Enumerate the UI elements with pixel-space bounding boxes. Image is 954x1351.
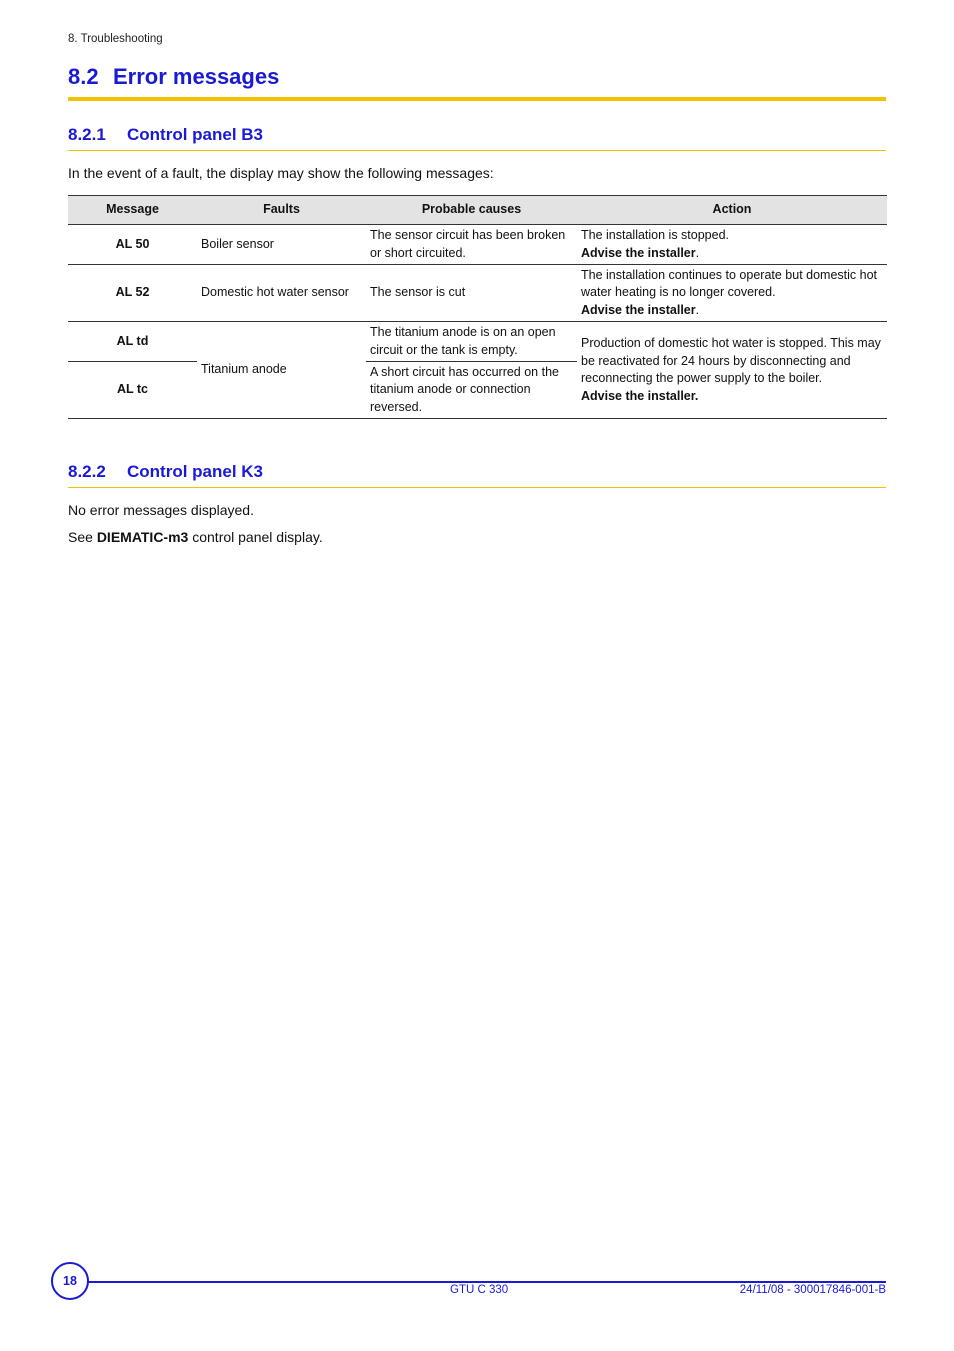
cell-message: AL 52 xyxy=(68,265,197,322)
k3-line-2-suffix: control panel display. xyxy=(188,529,323,545)
advise-text: Advise the installer xyxy=(581,302,696,317)
cell-fault: Domestic hot water sensor xyxy=(197,265,366,322)
action-text: The installation is stopped. xyxy=(581,228,730,242)
table-header-row xyxy=(68,196,887,225)
subsection-rule xyxy=(68,487,886,488)
subsection-heading-b3 xyxy=(68,125,263,145)
cell-cause: The titanium anode is on an open circuit or the tank is empty. xyxy=(366,322,577,362)
cell-message: AL tc xyxy=(68,362,197,419)
header-faults: Faults xyxy=(197,196,366,225)
subsection-number: 8.2.2 xyxy=(68,462,106,481)
footer-product: GTU C 330 xyxy=(450,1284,509,1296)
subsection-rule xyxy=(68,150,886,151)
subsection-title: Control panel B3 xyxy=(127,125,264,144)
cell-action xyxy=(577,322,887,419)
action-text: Production of domestic hot water is stopped. This may be reactivated for 24 hours by disconnecting and reconnecting the power supply to the boiler. xyxy=(581,336,881,385)
k3-line-2 xyxy=(68,529,323,545)
table-row xyxy=(68,225,887,265)
cell-action xyxy=(577,225,887,265)
subsection-heading-k3 xyxy=(68,462,263,482)
section-title: Error messages xyxy=(113,64,280,89)
chapter-title: Troubleshooting xyxy=(80,33,163,45)
table-row xyxy=(68,265,887,322)
breadcrumb xyxy=(68,33,163,45)
footer-rule xyxy=(88,1281,886,1283)
diematic-link-text: DIEMATIC-m3 xyxy=(96,529,189,545)
page-number: 18 xyxy=(51,1262,89,1300)
subsection-number: 8.2.1 xyxy=(68,125,106,144)
k3-line-2-prefix: See xyxy=(68,529,97,545)
advise-text: Advise the installer xyxy=(581,245,696,260)
cell-fault: Titanium anode xyxy=(197,322,366,419)
header-causes: Probable causes xyxy=(366,196,577,225)
cell-message: AL 50 xyxy=(68,225,197,265)
cell-cause: The sensor circuit has been broken or short circuited. xyxy=(366,225,577,265)
section-heading xyxy=(68,64,279,90)
k3-line-1: No error messages displayed. xyxy=(68,502,254,518)
section-number: 8.2 xyxy=(68,64,99,89)
action-text: The installation continues to operate but domestic hot water heating is no longer covered. xyxy=(581,267,878,300)
cell-fault: Boiler sensor xyxy=(197,225,366,265)
cell-cause: A short circuit has occurred on the titanium anode or connection reversed. xyxy=(366,362,577,419)
error-table xyxy=(68,195,887,419)
section-rule xyxy=(68,97,886,101)
advise-suffix: . xyxy=(695,245,700,260)
header-action: Action xyxy=(577,196,887,225)
chapter-number: 8. xyxy=(68,33,78,45)
subsection-title: Control panel K3 xyxy=(127,462,264,481)
advise-suffix: . xyxy=(695,302,700,317)
cell-cause: The sensor is cut xyxy=(366,265,577,322)
cell-message: AL td xyxy=(68,322,197,362)
intro-paragraph: In the event of a fault, the display may show the following messages: xyxy=(68,165,494,181)
footer-reference: 24/11/08 - 300017846-001-B xyxy=(739,1284,886,1296)
cell-action xyxy=(577,265,887,322)
header-message: Message xyxy=(68,196,197,225)
advise-text: Advise the installer. xyxy=(581,388,699,403)
table-row xyxy=(68,322,887,362)
